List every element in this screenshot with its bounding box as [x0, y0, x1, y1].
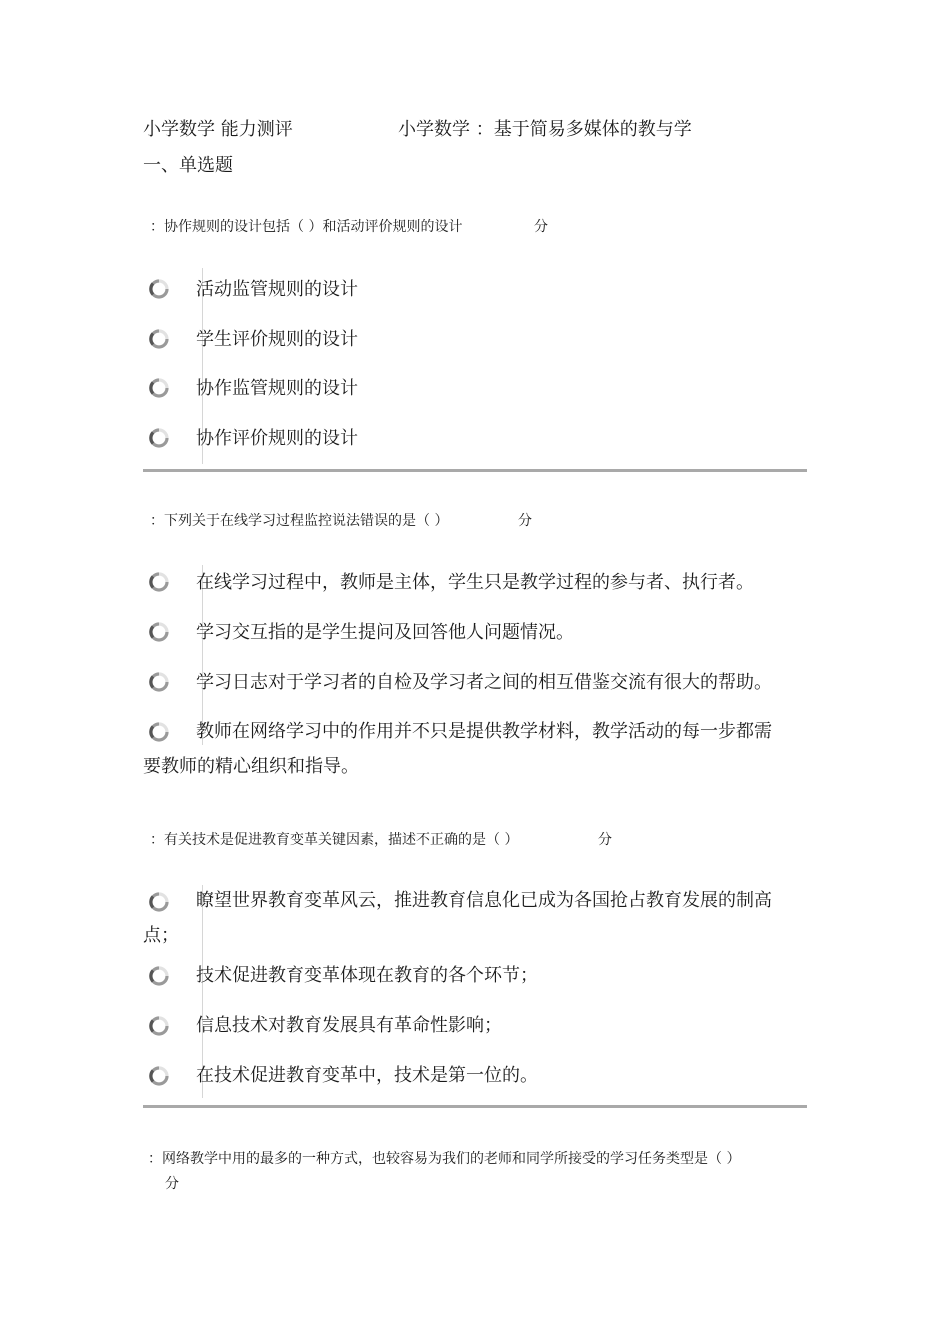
radio-button-icon[interactable]	[148, 721, 170, 743]
option-label: 技术促进教育变革体现在教育的各个环节；	[196, 965, 538, 986]
radio-button-icon[interactable]	[148, 1065, 170, 1087]
option-label: 协作监管规则的设计	[196, 378, 358, 399]
question-4-prompt: ：网络教学中用的最多的一种方式，也较容易为我们的老师和同学所接受的学习任务类型是（ ）	[148, 1151, 741, 1167]
question-1-score: 分	[534, 219, 548, 235]
radio-button-icon[interactable]	[148, 377, 170, 399]
option-label: 在线学习过程中，教师是主体，学生只是教学过程的参与者、执行者。	[196, 572, 754, 593]
option-label: 学习交互指的是学生提问及回答他人问题情况。	[196, 622, 574, 643]
radio-button-icon[interactable]	[148, 671, 170, 693]
radio-button-icon[interactable]	[148, 1015, 170, 1037]
question-4-score: 分	[165, 1176, 179, 1192]
option-label: 在技术促进教育变革中，技术是第一位的。	[196, 1065, 538, 1086]
radio-button-icon[interactable]	[148, 621, 170, 643]
separator-rule	[143, 1105, 807, 1108]
option-label-continued: 点；	[143, 925, 179, 946]
option-label: 学习日志对于学习者的自检及学习者之间的相互借鉴交流有很大的帮助。	[196, 672, 772, 693]
question-2-score: 分	[518, 513, 532, 529]
question-1-prompt: ：协作规则的设计包括（ ）和活动评价规则的设计	[150, 219, 463, 235]
option-label: 学生评价规则的设计	[196, 329, 358, 350]
header-right: 小学数学 ：基于简易多媒体的教与学	[398, 119, 692, 140]
option-label: 活动监管规则的设计	[196, 279, 358, 300]
separator-rule	[143, 469, 807, 472]
option-label: 信息技术对教育发展具有革命性影响；	[196, 1015, 502, 1036]
option-label: 教师在网络学习中的作用并不只是提供教学材料，教学活动的每一步都需	[196, 721, 772, 742]
question-2-prompt: ：下列关于在线学习过程监控说法错误的是（ ）	[150, 513, 449, 529]
question-3-score: 分	[598, 832, 612, 848]
section-title: 一、单选题	[143, 155, 233, 176]
option-label: 瞭望世界教育变革风云，推进教育信息化已成为各国抢占教育发展的制高	[196, 890, 772, 911]
header-left: 小学数学 能力测评	[143, 119, 293, 140]
radio-button-icon[interactable]	[148, 891, 170, 913]
radio-button-icon[interactable]	[148, 571, 170, 593]
radio-button-icon[interactable]	[148, 278, 170, 300]
option-label: 协作评价规则的设计	[196, 428, 358, 449]
question-3-prompt: ：有关技术是促进教育变革关键因素，描述不正确的是（ ）	[150, 832, 519, 848]
option-label-continued: 要教师的精心组织和指导。	[143, 756, 359, 777]
radio-button-icon[interactable]	[148, 965, 170, 987]
radio-button-icon[interactable]	[148, 328, 170, 350]
radio-button-icon[interactable]	[148, 427, 170, 449]
